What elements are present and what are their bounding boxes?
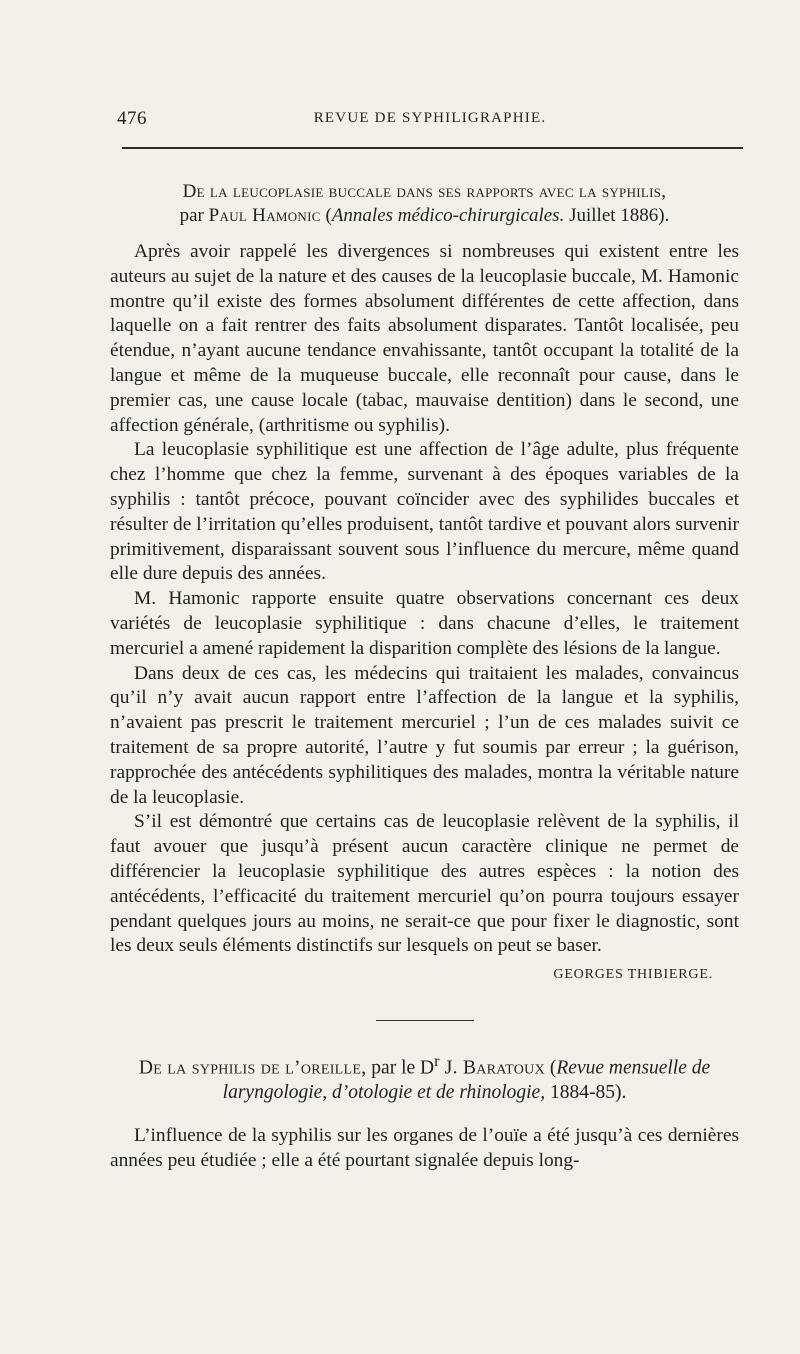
article1-paragraph-2: La leucoplasie syphilitique est une affection de l’âge adulte, plus fréquente chez l’homme que chez la femme, survenant à des époques variables de la syphilis : tantôt précoce, pouvant coïncider avec des syphilides buccales et résulter de l’irritation qu’elles produisent, tantôt tardive et pouvant alors survenir primitivement, disparaissant souvent sous l’influence du mercure, même quand elle dure depuis des années.	[110, 439, 739, 585]
page-number: 476	[117, 108, 147, 129]
article2-title-mid: par le D	[366, 1057, 435, 1079]
article2-title	[110, 1049, 739, 1106]
article2-journal-open: (	[545, 1057, 557, 1079]
article1-journal-open: (	[320, 205, 332, 226]
article1-paragraph-4: Dans deux de ces cas, les médecins qui traitaient les malades, convaincus qu’il n’y avait aucun rapport entre l’affection de la langue et la syphilis, n’avaient pas prescrit le traitement mercuriel ; l’un de ces malades suivit ce traitement de sa propre autorité, l’autre y fut soumis par erreur ; la guérison, rapprochée des antécédents syphilitiques des malades, montra la véritable nature de la leucoplasie.	[110, 662, 739, 808]
article1-title	[110, 180, 739, 228]
article1-author: Paul Hamonic	[208, 205, 321, 226]
article1-journal-date: Juillet 1886).	[564, 205, 670, 226]
header-rule	[122, 147, 743, 149]
article1-title-prefix: par	[179, 205, 209, 226]
article-separator	[376, 1020, 474, 1021]
article2-author: J. Baratoux	[439, 1057, 545, 1079]
article1-journal: Annales médico-chirurgicales.	[331, 205, 565, 226]
article1-paragraph-3: M. Hamonic rapporte ensuite quatre observations concernant ces deux variétés de leucoplasie syphilitique : dans chacune d’elles, le traitement mercuriel a amené rapidement la disparition complète des lésions de la langue.	[110, 588, 739, 659]
article1-paragraph-5	[110, 810, 739, 988]
text-column	[110, 180, 739, 1174]
running-title: REVUE DE SYPHILIGRAPHIE.	[313, 110, 547, 126]
article1-title-main: De la leucoplasie buccale dans ses rapports avec la syphilis,	[182, 181, 667, 202]
article2-title-sup: r	[434, 1051, 440, 1070]
page-header	[117, 108, 743, 132]
article1-signature: GEORGES THIBIERGE.	[553, 967, 713, 983]
article2-journal: Revue mensuelle de laryngologie, d’otologie et de rhinologie,	[222, 1057, 711, 1104]
article2-title-main: De la syphilis de l’oreille,	[138, 1057, 367, 1079]
article2-paragraph-1: L’influence de la syphilis sur les organes de l’ouïe a été jusqu’à ces dernières années peu étudiée ; elle a été pourtant signalée depuis long-	[110, 1125, 739, 1172]
article1-paragraph-1: Après avoir rappelé les divergences si nombreuses qui existent entre les auteurs au sujet de la nature et des causes de la leucoplasie buccale, M. Hamonic montre qu’il existe des formes absolument différentes de cette affection, dans laquelle on a fait rentrer des faits absolument disparates. Tantôt localisée, peu étendue, n’ayant aucune tendance envahissante, tantôt occupant la totalité de la langue et même de la muqueuse buccale, elle reconnaît pour cause, dans le premier cas, une cause locale (tabac, mauvaise dentition) dans le second, une affection générale, (arthritisme ou syphilis).	[110, 241, 739, 436]
article1-paragraph-5-text: S’il est démontré que certains cas de leucoplasie relèvent de la syphilis, il faut avouer que jusqu’à présent aucun caractère clinique ne permet de différencier la leucoplasie syphilitique des autres espèces : la notion des antécédents, l’efficacité du traitement mercuriel qu’on pourra toujours essayer pendant quelques jours au moins, ne serait-ce que pour fixer le diagnostic, sont les deux seuls éléments distinctifs sur lesquels on peut se baser.	[110, 811, 739, 957]
article2-journal-date: 1884-85).	[545, 1082, 627, 1104]
